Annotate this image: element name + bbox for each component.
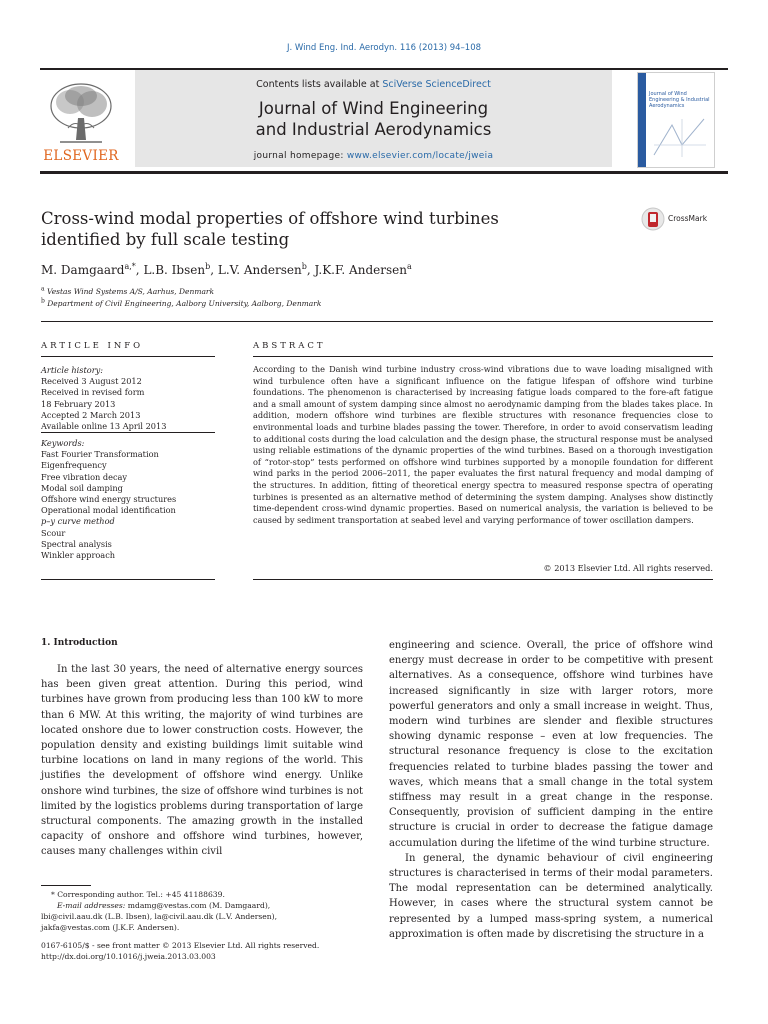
sciencedirect-link[interactable]: SciVerse ScienceDirect: [382, 79, 491, 90]
keyword-item: Scour: [41, 527, 66, 538]
abstract-rule: [253, 356, 713, 357]
keyword-item: Offshore wind energy structures: [41, 494, 177, 505]
article-title-line2: identified by full scale testing: [41, 230, 290, 249]
email-line[interactable]: mdamg@vestas.com (M. Damgaard),: [127, 901, 271, 910]
keyword-item: Fast Fourier Transformation: [41, 449, 159, 460]
abstract-copyright: © 2013 Elsevier Ltd. All rights reserved.: [543, 563, 713, 573]
abstract-bottom-rule: [253, 579, 713, 580]
author-affil-mark[interactable]: b: [301, 262, 307, 271]
article-history: [41, 365, 215, 432]
keywords: [41, 438, 215, 561]
crossmark-label: CrossMark: [668, 214, 708, 223]
abstract-text: According to the Danish wind turbine industry cross-wind vibrations due to wave loading misaligned with wind turbulence often have a significant influence on the fatigue lifespan of offshore wind turbine foundations. The phenomenon is characterised by increasing fatigue loads compared to the fore-aft fatigue and a small amount of system damping since almost no aerodynamic damping from the blades takes place. In addition, modern offshore wind turbines are flexible structures with resonance frequencies close to environmental loads and turbine blades passing the tower. Therefore, in order to avoid conservatism leading to additional costs during the load calculation and the design phase, the structural response must be analysed using reliable estimations of the dynamic properties of the wind turbines. Based on a thorough investigation of “rotor-stop” tests performed on offshore wind turbines supported by a monopile foundation for different wind parks in the period 2006–2011, the paper evaluates the first natural frequency and modal damping of the structures. In addition, fitting of theoretical energy spectra to measured response spectra of operating turbines is presented as an alternative method of determining the system damping. Analyses show distinctly time-dependent cross-wind dynamic properties. Based on numerical analysis, the variation is believed to be caused by sediment transportation at seabed level and varying performance of tower oscillation dampers.: [253, 364, 713, 525]
intro-right-column: [389, 638, 713, 942]
footnotes: [41, 889, 341, 933]
email-addresses: [41, 900, 341, 911]
issn-line: 0167-6105/$ - see front matter © 2013 Elsevier Ltd. All rights reserved.: [41, 941, 320, 950]
elsevier-wordmark: ELSEVIER: [43, 148, 119, 164]
contents-available-line: [135, 79, 612, 90]
keywords-heading: Keywords:: [41, 438, 85, 448]
introduction-heading: 1. Introduction: [41, 638, 118, 648]
author-list: [41, 263, 641, 277]
body-paragraph: In the last 30 years, the need of alternative energy sources has been given great attention. During this period, wind turbines have grown from producing less than 100 kW to more than 6 MW. At this writing, the majority of wind turbines are located onshore due to lower construction costs. However, the population density and existing buildings limit suitable wind turbine locations on land in many regions of the world. This justifies the development of offshore wind energy. Unlike onshore wind turbines, the size of offshore wind turbines is not limited by the logistics problems during transportation of large structural components. The amazing growth in the installed capacity of onshore and offshore wind turbines, however, causes many challenges within civil: [41, 664, 363, 858]
author-name[interactable]: M. Damgaard: [41, 263, 125, 277]
keyword-item: p–y curve method: [41, 516, 115, 527]
affiliation-mark: b: [41, 297, 45, 305]
article-info-top-rule: [41, 321, 713, 322]
author-sep: ,: [210, 263, 218, 277]
contents-prefix: Contents lists available at: [256, 79, 383, 90]
history-item: Accepted 2 March 2013: [41, 409, 141, 420]
journal-title-line1: Journal of Wind Engineering: [258, 99, 489, 118]
crossmark-badge[interactable]: [641, 205, 721, 235]
crossmark-icon: [641, 207, 665, 231]
keyword-item: Winkler approach: [41, 550, 116, 561]
affiliation-text: Department of Civil Engineering, Aalborg University, Aalborg, Denmark: [47, 299, 322, 308]
author-name[interactable]: L.B. Ibsen: [143, 263, 206, 277]
keyword-item: Modal soil damping: [41, 482, 123, 493]
keyword-item: Spectral analysis: [41, 538, 112, 549]
author-sep: ,: [306, 263, 315, 277]
affiliation-mark: a: [41, 285, 45, 293]
cover-accent-bar: [638, 73, 646, 167]
footnote-rule: [41, 885, 91, 886]
homepage-link[interactable]: www.elsevier.com/locate/jweia: [346, 151, 494, 161]
author-sep: ,: [135, 263, 144, 277]
email-line[interactable]: lbi@civil.aau.dk (L.B. Ibsen), la@civil.aau.dk (L.V. Andersen),: [41, 912, 277, 921]
author-affil-mark[interactable]: a: [406, 262, 412, 271]
keyword-item: Eigenfrequency: [41, 460, 107, 471]
history-item: Received 3 August 2012: [41, 376, 142, 387]
journal-title: [135, 98, 612, 140]
cover-title: Journal of Wind Engineering & Industrial Aerodynamics: [649, 91, 710, 109]
doi-link[interactable]: http://dx.doi.org/10.1016/j.jweia.2013.03.003: [41, 952, 216, 961]
cover-figure: [652, 115, 708, 159]
keyword-item: Operational modal identification: [41, 505, 176, 516]
affiliation-b: [41, 299, 321, 308]
keyword-item: Free vibration decay: [41, 471, 128, 482]
author-affil-mark[interactable]: b: [205, 262, 211, 271]
footer-info: [41, 940, 401, 962]
email-label: E-mail addresses:: [57, 901, 128, 910]
body-paragraph: In general, the dynamic behaviour of civil engineering structures is characterised in terms of their modal parameters. The modal representation can be determined analytically. However, in cases where the structural system cannot be represented by a lumped mass-spring system, a numerical approximation is often made by discretising the structure in a: [389, 852, 713, 940]
history-item: Received in revised form: [41, 387, 145, 398]
author-affil-mark[interactable]: a,*: [124, 262, 136, 271]
history-item: Available online 13 April 2013: [41, 421, 167, 432]
journal-title-line2: and Industrial Aerodynamics: [255, 120, 492, 139]
article-title: [41, 208, 601, 250]
journal-cover-thumbnail[interactable]: [637, 72, 715, 168]
author-name[interactable]: L.V. Andersen: [217, 263, 302, 277]
abstract-heading: ABSTRACT: [253, 341, 326, 351]
body-paragraph: engineering and science. Overall, the price of offshore wind energy must decrease in order to be competitive with present alternatives. As a consequence, offshore wind turbines have increased significantly in size with larger rotors, more powerful generators and only a small increase in weight. Thus, modern wind turbines are slender and flexible structures showing dynamic response – even at low frequencies. The structural resonance frequency is close to the excitation frequencies related to turbine blades passing the tower and waves, which means that a small change in the total system stiffness may result in a great change in the response. Consequently, provision of sufficient damping in the entire structure is crucial in order to decrease the fatigue damage accumulation during the lifetime of the wind turbine structure.: [389, 640, 713, 849]
history-item: 18 February 2013: [41, 398, 116, 409]
corresponding-author-note: * Corresponding author. Tel.: +45 41188639.: [51, 890, 225, 899]
email-line[interactable]: jakfa@vestas.com (J.K.F. Andersen).: [41, 923, 180, 932]
author-name[interactable]: J.K.F. Andersen: [314, 263, 407, 277]
journal-homepage-line: [135, 151, 612, 161]
journal-citation[interactable]: J. Wind Eng. Ind. Aerodyn. 116 (2013) 94–108: [286, 43, 482, 53]
header-bottom-rule: [40, 171, 728, 174]
affiliation-text: Vestas Wind Systems A/S, Aarhus, Denmark: [46, 287, 215, 296]
article-info-rule: [41, 356, 215, 357]
article-info-heading: ARTICLE INFO: [41, 341, 144, 351]
article-info-bottom-rule: [41, 579, 215, 580]
affiliation-a: [41, 287, 214, 296]
article-history-heading: Article history:: [41, 365, 103, 375]
article-title-line1: Cross-wind modal properties of offshore wind turbines: [41, 209, 499, 228]
intro-left-column: [41, 662, 363, 860]
homepage-prefix: journal homepage:: [253, 151, 347, 161]
